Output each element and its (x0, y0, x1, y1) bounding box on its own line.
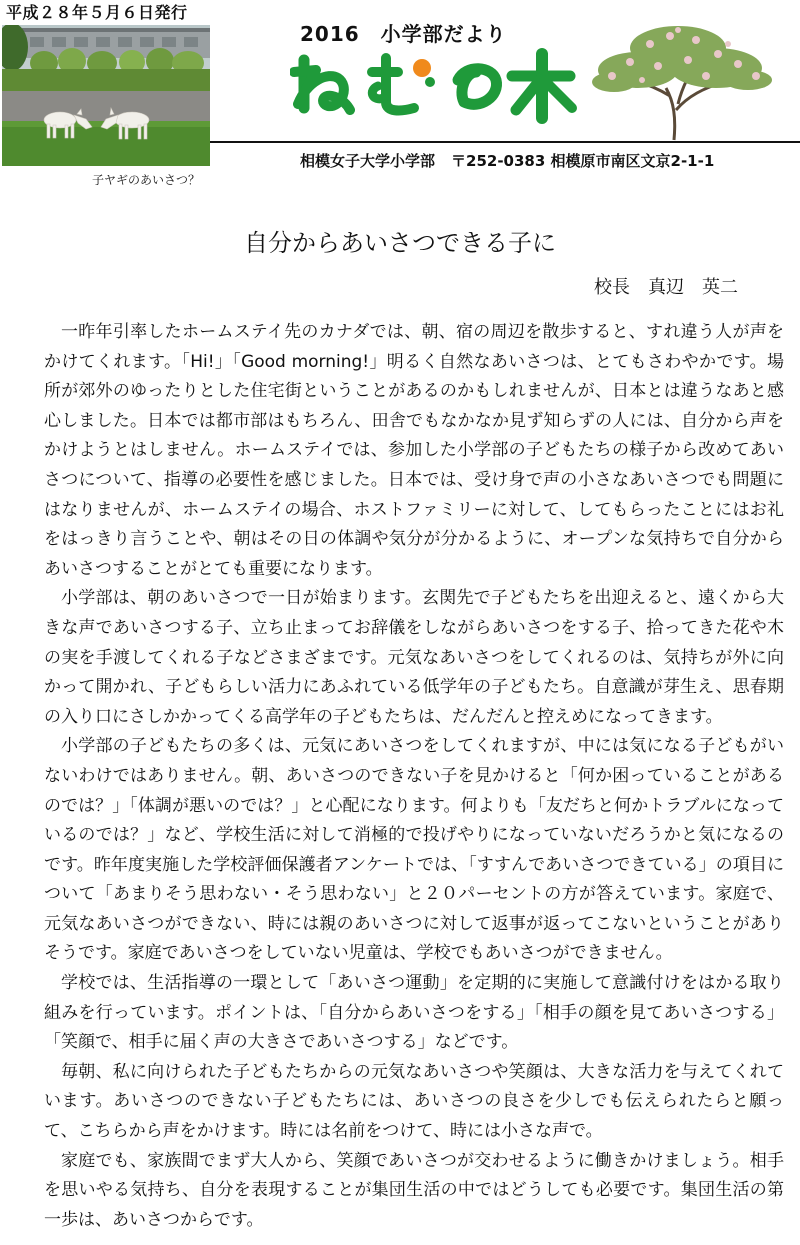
school-name: 相模女子大学小学部 (300, 152, 436, 170)
article-paragraph: 毎朝、私に向けられた子どもたちからの元気なあいさつや笑顔は、大きな活力を与えてくれています。あいさつのできない子どもたちには、あいさつの良さを少しでも伝えられたらと願って、こちらから声をかけます。時には名前をつけて、時には小さな声で。 (44, 1061, 784, 1142)
article-paragraph: 小学部の子どもたちの多くは、元気にあいさつをしてくれますが、中には気になる子どもがいないわけではありません。朝、あいさつのできない子を見かけると「何か困っていることがあるのでは？」「体調が悪いのでは？」と心配になります。何よりも「友だちと何かトラブルになっているのでは？」など、学校生活に対して消極的で投げやりになっていないだろうかと気になるのです。昨年度実施した学校評価保護者アンケートでは、「すすんであいさつできている」の項目について「あまりそう思わない・そう思わない」と２０パーセントの方が答えています。家庭で、元気なあいさつができない、時には親のあいさつに対して返事が返ってこないということがありそうです。家庭であいさつをしていない児童は、学校でもあいさつができません。 (44, 736, 784, 964)
school-address: 〒252-0383 相模原市南区文京2-1-1 (451, 152, 715, 170)
article-title: 自分からあいさつできる子に (244, 229, 556, 257)
newsletter-logo-image (290, 46, 590, 126)
photo-caption: 子ヤギのあいさつ？ (92, 173, 201, 187)
school-info (300, 150, 714, 171)
article-author: 校長 真辺 英二 (594, 277, 738, 298)
article-paragraph: 一昨年引率したホームステイ先のカナダでは、朝、宿の周辺を散歩すると、すれ違う人が声をかけてくれます。「Hi!」「Good morning!」明るく自然なあいさつは、とてもさわやかです。場所が郊外のゆったりとした住宅街ということがあるのかもしれませんが、日本とは違うなあと感心しました。日本では都市部はもちろん、田舎でもなかなか見ず知らずの人には、自分から声をかけようとはしません。ホームステイでは、参加した小学部の子どもたちの様子から改めてあいさつについて、指導の必要性を感じました。日本では、受け身で声の小さなあいさつでも問題にはなりませんが、ホームステイの場合、ホストファミリーに対して、してもらったことにはお礼をはっきり言うことや、朝はその日の体調や気分が分かるように、オープンな気持ちで自分からあいさつすることがとても重要になります。 (44, 322, 784, 579)
mimosa-tree-illustration (578, 18, 780, 142)
edition-title: 2016 小学部だより (300, 22, 507, 46)
newsletter-logo (290, 46, 590, 126)
goats-photo-image (2, 25, 210, 166)
article-paragraph: 家庭でも、家族間でまず大人から、笑顔であいさつが交わせるように働きかけましょう。相手を思いやる気持ち、自分を表現することが集団生活の中ではどうしても必要です。集団生活の第一歩は、あいさつからです。 (44, 1150, 784, 1230)
header-rule (210, 141, 800, 143)
issue-date: 平成２８年５月６日発行 (6, 3, 188, 22)
goats-photo (2, 25, 210, 166)
article-body (44, 318, 784, 1235)
mimosa-tree-image (578, 18, 780, 142)
article-paragraph: 学校では、生活指導の一環として「あいさつ運動」を定期的に実施して意識付けをはかる取り組みを行っています。ポイントは、「自分からあいさつをする」「相手の顔を見てあいさつする」「笑顔で、相手に届く声の大きさであいさつする」などです。 (44, 973, 784, 1053)
article-paragraph: 小学部は、朝のあいさつで一日が始まります。玄関先で子どもたちを出迎えると、遠くから大きな声であいさつする子、立ち止まってお辞儀をしながらあいさつをする子、拾ってきた花や木の実を手渡してくれる子などさまざまです。元気なあいさつをしてくれるのは、気持ちが外に向かって開かれ、子どもらしい活力にあふれている低学年の子どもたち。自意識が芽生え、思春期の入り口にさしかかってくる高学年の子どもたちは、だんだんと控えめになってきます。 (44, 588, 784, 727)
